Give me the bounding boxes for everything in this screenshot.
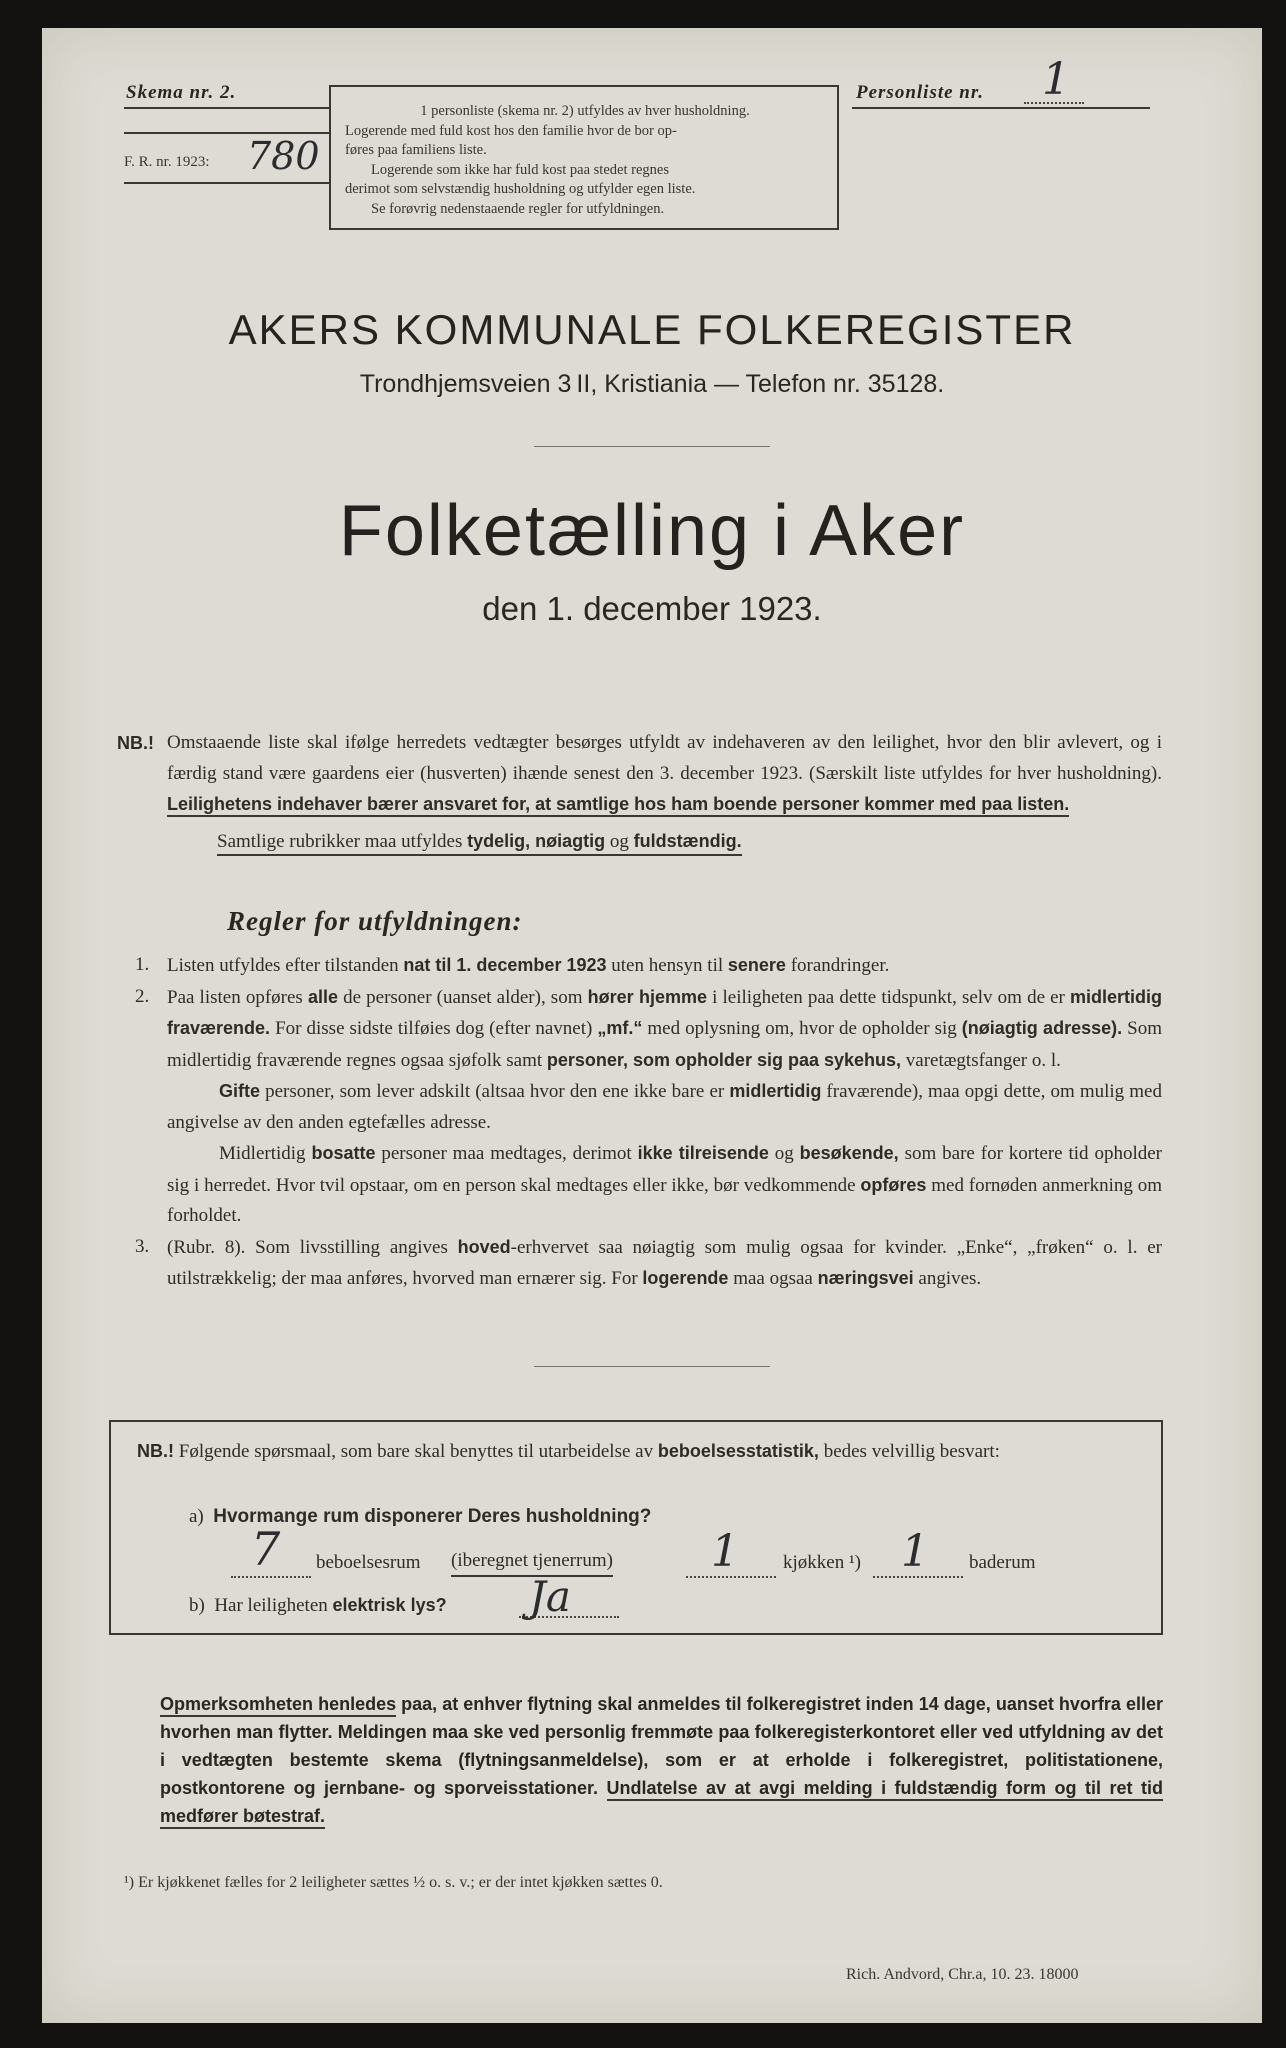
notice-lead: Opmerksomheten henledes	[160, 1694, 396, 1717]
rule-text: Midlertidig	[219, 1143, 312, 1164]
note-line: 1 personliste (skema nr. 2) utfyldes av hver husholdning.	[420, 103, 750, 119]
rule-bold: Gifte	[219, 1081, 261, 1101]
skema-label: Skema nr. 2.	[126, 82, 237, 103]
electric-value: Ja	[529, 1572, 571, 1621]
kitchen-label: kjøkken ¹)	[783, 1552, 861, 1573]
moving-notice	[160, 1690, 1163, 1830]
rule-bold: nat til 1. december 1923	[403, 955, 607, 975]
title-divider	[534, 446, 770, 447]
rule-bold: senere	[727, 955, 786, 975]
note-line: føres paa familiens liste.	[345, 142, 487, 158]
questions-intro-bold: beboelsesstatistik,	[657, 1441, 819, 1461]
rule-2-resident	[167, 1138, 1162, 1232]
fr-value: 780	[247, 134, 320, 178]
census-date: den 1. december 1923.	[482, 590, 822, 627]
rule-text: de personer (uanset alder), som	[337, 986, 588, 1008]
question-b	[189, 1590, 447, 1622]
note-line: Logerende med fuld kost hos den familie hvor de bor op-	[345, 122, 677, 139]
rule-bold: ikke tilreisende	[637, 1143, 769, 1163]
rule-text: Som midlertidig fraværende regnes ogsaa sjøfolk samt	[167, 1018, 1163, 1071]
rule-text: fraværende), maa opgi dette, om mulig med angivelse av den anden egtefælles adresse.	[167, 1081, 1162, 1133]
rule-bold: logerende	[642, 1268, 729, 1288]
household-note-box	[329, 85, 839, 230]
rule-number: 3.	[135, 1235, 150, 1257]
footnote: ¹) Er kjøkkenet fælles for 2 leiligheter sættes ½ o. s. v.; er der intet kjøkken sættes 0.	[124, 1874, 663, 1891]
questions-nb-label: NB.!	[137, 1441, 174, 1461]
rule-bold: midlertidig fraværende.	[167, 986, 1163, 1038]
question-b-text: Har leiligheten	[214, 1595, 328, 1616]
rule-text: For disse sidste tilføies dog (efter navnet)	[270, 1018, 598, 1039]
nb-responsibility: Leilighetens indehaver bærer ansvaret for, at samtlige hos ham boende personer kommer med paa listen.	[167, 794, 1069, 817]
bath-label: baderum	[969, 1552, 1036, 1573]
personliste-value: 1	[1042, 54, 1070, 105]
note-line: Se forøvrig nedenstaaende regler for utfyldningen.	[371, 200, 665, 217]
bath-value: 1	[901, 1526, 929, 1577]
questions-intro-text: Følgende spørsmaal, som bare skal benyttes til utarbeidelse av	[178, 1441, 654, 1462]
rule-text: forandringer.	[785, 955, 890, 976]
rule-text: personer, som lever adskilt (altsaa hvor den ene ikke bare er	[260, 1081, 730, 1102]
rule-bold: personer, som opholder sig paa sykehus,	[546, 1049, 902, 1070]
question-b-bold: elektrisk lys?	[332, 1595, 447, 1615]
questions-intro	[137, 1436, 1137, 1468]
question-letter: b)	[189, 1595, 205, 1616]
question-a-text: Hvormange rum disponerer Deres husholdning?	[213, 1506, 652, 1527]
nb-label: NB.!	[117, 733, 154, 753]
rule-number: 2.	[135, 985, 150, 1007]
rule-bold: alle	[307, 986, 338, 1007]
rule-text: som bare for kortere tid opholder sig i herredet. Hvor tvil opstaar, om en person skal medtages eller ikke, bør vedkommende	[167, 1143, 1162, 1196]
question-letter: a)	[189, 1506, 204, 1527]
rule-bold: hører hjemme	[587, 986, 708, 1007]
personliste-rule	[852, 107, 1150, 109]
rule-text: angives.	[913, 1268, 982, 1289]
rules-heading: Regler for utfyldningen:	[227, 906, 523, 936]
rule-3	[135, 1232, 1162, 1295]
note-line: Logerende som ikke har fuld kost paa stedet regnes	[371, 161, 669, 178]
notice-penalty: Undlatelse av at avgi melding i fuldstændig form og til ret tid medfører bøtestraf.	[160, 1778, 1163, 1829]
rule-bold: bosatte	[311, 1143, 376, 1163]
nb-line2-c: og	[609, 830, 629, 852]
rule-bold: hoved	[457, 1236, 511, 1257]
rule-text: og	[768, 1143, 800, 1164]
kitchen-value: 1	[711, 1526, 739, 1577]
rule-2	[135, 982, 1163, 1077]
rule-text: med fornøden anmerkning om forholdet.	[167, 1174, 1162, 1226]
main-title: Folketælling i Aker	[338, 491, 966, 571]
rule-text: maa ogsaa	[728, 1268, 818, 1289]
printer-imprint: Rich. Andvord, Chr.a, 10. 23. 18000	[846, 1966, 1079, 1983]
rule-number: 1.	[135, 954, 150, 975]
rule-text: varetægtsfanger o. l.	[901, 1049, 1061, 1071]
rule-text: -erhvervet saa nøiagtig som mulig ogsaa for kvinder. „Enke“, „frøken“ o. l. er utilstrækkelig; der maa anføres, hvorved man ernærer sig. For	[167, 1236, 1162, 1289]
fr-rule	[124, 182, 329, 184]
rules-divider	[534, 1366, 770, 1367]
office-address: Trondhjemsveien 3 II, Kristiania — Telefon nr. 35128.	[359, 370, 945, 398]
rule-bold: næringsvei	[817, 1268, 914, 1288]
questions-intro-text: bedes velvillig besvart:	[823, 1441, 1000, 1462]
rule-text: i leiligheten paa dette tidspunkt, selv om de er	[707, 986, 1070, 1008]
housing-questions-box	[109, 1420, 1163, 1635]
note-line: derimot som selvstændig husholdning og utfylder egen liste.	[345, 181, 696, 197]
rule-bold: besøkende,	[799, 1143, 899, 1163]
census-form-page	[42, 28, 1262, 2023]
rule-1	[135, 950, 1162, 982]
rooms-label: beboelsesrum	[316, 1552, 421, 1573]
nb-line2-d: fuldstændig.	[633, 830, 742, 851]
fr-label: F. R. nr. 1923:	[124, 154, 210, 170]
rule-bold: midlertidig	[729, 1081, 822, 1101]
rule-bold: „mf.“	[597, 1018, 643, 1038]
rule-text: personer maa medtages, derimot	[375, 1143, 638, 1164]
rule-text: Paa listen opføres	[167, 986, 308, 1008]
skema-rule	[124, 107, 329, 109]
rule-2-married	[167, 1076, 1162, 1138]
rooms-value: 7	[251, 1522, 281, 1576]
rooms-note: (iberegnet tjenerrum)	[451, 1548, 613, 1577]
rooms-field[interactable]	[231, 1576, 311, 1578]
nb-line2-b: tydelig, nøiagtig	[467, 830, 606, 851]
rule-text: uten hensyn til	[606, 955, 728, 976]
rule-text: med oplysning om, hvor de opholder sig	[642, 1018, 962, 1039]
nb-paragraph	[117, 728, 1162, 857]
rule-text: (Rubr. 8). Som livsstilling angives	[167, 1236, 458, 1258]
office-title: AKERS KOMMUNALE FOLKEREGISTER	[228, 306, 1076, 353]
rule-text: Listen utfyldes efter tilstanden	[167, 955, 404, 976]
rule-bold: (nøiagtig adresse).	[961, 1018, 1123, 1038]
nb-line2-a: Samtlige rubrikker maa utfyldes	[217, 830, 463, 852]
notice-text: paa, at enhver flytning skal anmeldes til folkeregistret inden 14 dage, uanset hvorfra eller hvorhen man flytter. Meldingen maa ske ved personlig fremmøte paa folkeregisterkontoret eller ved utfyldning av det i vedtægten bestemte skema (flytningsanmeldelse), som er at erholde i folkeregistret, politistationene, postkontorene og jernbane- og sporveisstationer.	[160, 1694, 1164, 1798]
rules-list	[135, 950, 1163, 1295]
rule-bold: opføres	[860, 1174, 927, 1195]
personliste-label: Personliste nr.	[856, 82, 984, 103]
nb-text: Omstaaende liste skal ifølge herredets vedtægter besørges utfyldt av indehaveren av den leilighet, hvor den blir avlevert, og i færdig stand være gaardens eier (husverten) ihænde senest den 3. december 1923. (Særskilt liste utfyldes for hver husholdning).	[167, 732, 1162, 784]
